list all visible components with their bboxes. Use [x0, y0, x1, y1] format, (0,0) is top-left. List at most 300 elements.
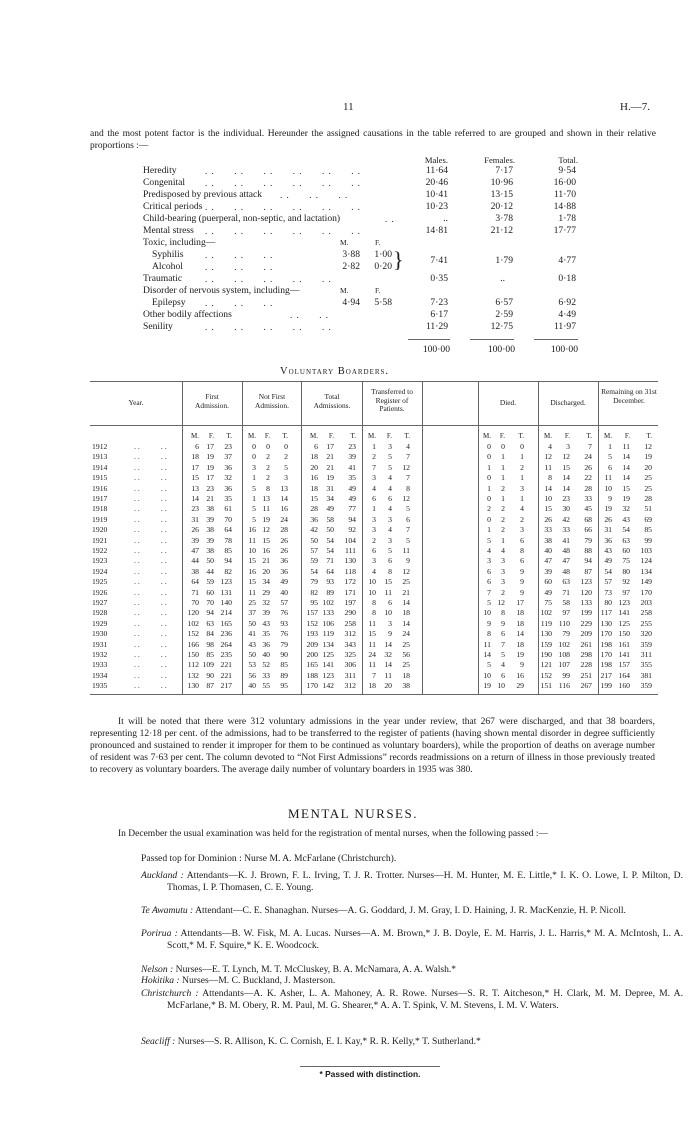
nurses-intro: In December the usual examination was held for the registration of mental nurses, when the following passed :— [118, 829, 549, 839]
cause-label: Congenital [143, 177, 186, 188]
table-cell: 12 [562, 452, 570, 462]
cause-females: 13·15 [490, 189, 513, 200]
table-cell: 24 [402, 629, 410, 639]
cause-leader-dots: . . . . . . . . . . . . [205, 166, 361, 176]
table-cell: 14 [384, 639, 392, 649]
table-cell: 118 [344, 566, 356, 576]
table-cell: 2 [372, 535, 376, 545]
cause-males: 11·64 [425, 165, 448, 176]
table-cell: 54 [310, 566, 318, 576]
table-cell: 6 [520, 535, 524, 545]
table-cell: 0 [487, 473, 491, 483]
year-cell: 1914 [92, 462, 108, 472]
table-cell: 26 [280, 546, 288, 555]
table-cell: 40 [280, 587, 288, 597]
mft-head: T. [518, 432, 524, 440]
table-cell: 18 [516, 608, 524, 618]
table-cell: 7 [406, 473, 410, 483]
sum-rule-total [534, 339, 578, 340]
year-cell: 1921 [92, 535, 108, 545]
table-cell: 102 [187, 618, 199, 628]
nurse-entry-names: Nurses—M. C. Buckland, J. Masterson. [179, 975, 336, 986]
table-cell: 90 [206, 670, 214, 680]
nurse-entry [141, 870, 683, 894]
table-cell: 3 [566, 442, 570, 451]
table-cell: 4 [487, 546, 491, 555]
table-cell: 9 [406, 556, 410, 566]
year-cell: 1930 [92, 629, 108, 639]
table-cell: 3 [388, 442, 392, 451]
table-cell: 87 [584, 566, 592, 576]
table-cell: 32 [622, 504, 630, 514]
table-cell: 142 [322, 681, 334, 691]
epilepsy-label: Epilepsy [152, 297, 186, 308]
table-cell: 3 [520, 483, 524, 493]
year-leader-dots: . . . . [134, 639, 167, 649]
table-cell: 11 [262, 504, 270, 514]
table-cell: 2 [266, 473, 270, 483]
table-cell: 1 [501, 452, 505, 462]
table-cell: 106 [322, 618, 334, 628]
table-cell: 1 [487, 525, 491, 535]
nurse-entry-names: Attendant—C. E. Shanaghan. Nurses—A. G. Goddard, J. M. Gray, I. D. Haining, J. R. MacKenzie, H. P. Nicoll. [193, 905, 626, 916]
table-cell: 124 [640, 556, 652, 566]
table-cell: 14 [280, 494, 288, 503]
table-cell: 93 [280, 618, 288, 628]
table-cell: 38 [402, 681, 410, 691]
head-year: Year. [128, 398, 144, 407]
table-cell: 14 [622, 473, 630, 483]
table-cell: 36 [310, 514, 318, 524]
cause-leader-dots: . . . . . . [280, 190, 349, 200]
table-cell: 61 [224, 504, 232, 514]
nervous-total: 6·92 [558, 297, 576, 308]
table-cell: 11 [483, 639, 491, 649]
table-cell: 4 [388, 525, 392, 535]
table-cell: 12 [402, 462, 410, 472]
table-top-rule [90, 381, 658, 382]
table-cell: 41 [562, 535, 570, 545]
mft-head: M. [544, 432, 552, 440]
table-cell: 2 [501, 504, 505, 514]
toxic-f-head: F. [375, 238, 381, 247]
table-cell: 199 [580, 608, 592, 618]
nurse-entry-place: Porirua : [141, 928, 178, 939]
table-cell: 325 [344, 650, 356, 659]
nervous-m-head: M. [340, 286, 349, 295]
year-leader-dots: . . . . [134, 650, 167, 659]
table-cell: 1 [487, 483, 491, 493]
table-cell: 10 [368, 577, 376, 587]
table-cell: 149 [640, 577, 652, 587]
col-header-males: Males. [424, 155, 448, 165]
nervous-f-head: F. [375, 286, 381, 295]
table-cell: 14 [402, 618, 410, 628]
mft-head: F. [564, 432, 570, 440]
cause-label: Critical periods [143, 201, 203, 212]
table-cell: 171 [344, 587, 356, 597]
year-cell: 1928 [92, 608, 108, 618]
table-cell: 58 [326, 514, 334, 524]
table-cell: 4 [520, 504, 524, 514]
table-cell: 42 [310, 525, 318, 535]
table-cell: 2 [372, 452, 376, 462]
table-cell: 39 [191, 535, 199, 545]
table-cell: 131 [220, 587, 232, 597]
table-cell: 251 [580, 670, 592, 680]
table-cell: 9 [520, 587, 524, 597]
table-cell: 109 [202, 660, 214, 670]
table-cell: 8 [372, 598, 376, 607]
table-cell: 71 [326, 556, 334, 566]
table-cell: 2 [501, 525, 505, 535]
table-cell: 10 [483, 608, 491, 618]
table-cell: 85 [224, 546, 232, 555]
table-cell: 188 [306, 670, 318, 680]
table-cell: 16 [310, 473, 318, 483]
table-cell: 70 [206, 598, 214, 607]
table-cell: 14 [562, 473, 570, 483]
table-cell: 39 [544, 566, 552, 576]
cause-females: 10·96 [490, 177, 513, 188]
syphilis-f: 1·00 [374, 249, 392, 260]
table-cell: 14 [483, 650, 491, 659]
table-cell: 7 [372, 670, 376, 680]
table-cell: 2 [266, 462, 270, 472]
table-cell: 43 [604, 546, 612, 555]
table-cell: 5 [487, 535, 491, 545]
table-cell: 92 [348, 525, 356, 535]
table-cell: 132 [187, 670, 199, 680]
table-cell: 31 [191, 514, 199, 524]
table-cell: 55 [262, 681, 270, 691]
table-cell: 107 [558, 660, 570, 670]
table-cell: 130 [540, 629, 552, 639]
nurse-entry-place: Seacliff : [141, 1036, 176, 1047]
table-cell: 99 [644, 535, 652, 545]
other-females: 2·59 [495, 309, 513, 320]
nurse-entry-place: Christchurch : [141, 988, 199, 999]
table-cell: 229 [580, 618, 592, 628]
table-cell: 117 [600, 608, 612, 618]
year-leader-dots: . . . . [134, 660, 167, 670]
year-cell: 1913 [92, 452, 108, 462]
table-cell: 97 [562, 608, 570, 618]
table-cell: 9 [487, 618, 491, 628]
table-cell: 150 [618, 629, 630, 639]
table-cell: 38 [206, 546, 214, 555]
table-cell: 5 [252, 483, 256, 493]
table-cell: 28 [644, 494, 652, 503]
table-cell: 35 [224, 494, 232, 503]
table-cell: 198 [600, 660, 612, 670]
table-cell: 39 [348, 452, 356, 462]
table-cell: 19 [262, 514, 270, 524]
table-cell: 15 [248, 556, 256, 566]
head-remaining: Remaining on 31st December. [601, 387, 657, 405]
table-cell: 104 [344, 535, 356, 545]
table-cell: 7 [406, 525, 410, 535]
senility-total: 11·97 [553, 321, 576, 332]
table-cell: 95 [280, 681, 288, 691]
table-cell: 57 [604, 577, 612, 587]
year-cell: 1929 [92, 618, 108, 628]
table-cell: 2 [501, 514, 505, 524]
cause-label: Heredity [143, 165, 177, 176]
table-cell: 12 [262, 525, 270, 535]
table-cell: 40 [262, 650, 270, 659]
table-cell: 3 [487, 556, 491, 566]
table-cell: 23 [191, 504, 199, 514]
brace: } [393, 247, 404, 272]
table-cell: 54 [604, 566, 612, 576]
table-cell: 32 [224, 473, 232, 483]
col-header-total: Total. [558, 155, 578, 165]
table-cell: 264 [220, 639, 232, 649]
table-cell: 26 [544, 514, 552, 524]
table-cell: 88 [584, 546, 592, 555]
table-cell: 44 [191, 556, 199, 566]
table-cell: 1 [501, 535, 505, 545]
table-cell: 66 [584, 525, 592, 535]
table-cell: 198 [600, 639, 612, 649]
year-cell: 1923 [92, 556, 108, 566]
table-cell: 34 [262, 577, 270, 587]
table-cell: 56 [248, 670, 256, 680]
totals-total: 100·00 [550, 344, 578, 355]
table-cell: 221 [220, 660, 232, 670]
table-cell: 15 [544, 504, 552, 514]
table-cell: 102 [540, 608, 552, 618]
table-cell: 3 [501, 566, 505, 576]
table-cell: 190 [540, 650, 552, 659]
table-cell: 290 [344, 608, 356, 618]
table-cell: 0 [520, 442, 524, 451]
table-cell: 14 [622, 462, 630, 472]
table-cell: 11 [384, 587, 392, 597]
table-cell: 40 [248, 681, 256, 691]
table-cell: 19 [326, 473, 334, 483]
table-cell: 311 [344, 670, 356, 680]
table-cell: 1 [252, 494, 256, 503]
table-cell: 35 [348, 473, 356, 483]
table-cell: 90 [280, 650, 288, 659]
mft-head: T. [282, 432, 288, 440]
table-cell: 9 [608, 494, 612, 503]
cause-label: Child-bearing (puerperal, non-septic, and lactation) [143, 213, 341, 224]
table-cell: 64 [191, 577, 199, 587]
table-cell: 4 [372, 483, 376, 493]
year-leader-dots: . . . . [134, 473, 167, 483]
table-cell: 33 [544, 525, 552, 535]
year-leader-dots: . . . . [134, 598, 167, 607]
table-cell: 12 [544, 452, 552, 462]
table-cell: 133 [580, 598, 592, 607]
table-cell: 52 [262, 660, 270, 670]
table-cell: 48 [562, 546, 570, 555]
table-cell: 125 [618, 618, 630, 628]
table-cell: 312 [344, 681, 356, 691]
table-cell: 11 [368, 660, 376, 670]
table-cell: 19 [483, 681, 491, 691]
table-cell: 0 [266, 442, 270, 451]
table-cell: 108 [558, 650, 570, 659]
nurse-entry [141, 1036, 683, 1048]
table-cell: 49 [280, 577, 288, 587]
table-cell: 141 [618, 650, 630, 659]
table-cell: 94 [348, 514, 356, 524]
table-cell: 16 [516, 670, 524, 680]
table-cell: 2 [501, 483, 505, 493]
table-cell: 102 [558, 639, 570, 649]
table-cell: 6 [388, 598, 392, 607]
table-cell: 39 [262, 608, 270, 618]
table-cell: 11 [368, 639, 376, 649]
year-leader-dots: . . . . [134, 587, 167, 597]
table-cell: 123 [322, 670, 334, 680]
year-leader-dots: . . . . [134, 546, 167, 555]
table-cell: 0 [252, 442, 256, 451]
table-cell: 6 [520, 556, 524, 566]
table-cell: 116 [558, 681, 570, 691]
table-cell: 47 [191, 546, 199, 555]
table-cell: 28 [584, 483, 592, 493]
table-cell: 164 [618, 670, 630, 680]
year-leader-dots: . . . . [134, 514, 167, 524]
table-cell: 8 [501, 608, 505, 618]
toxic-females: 1·79 [495, 255, 513, 266]
table-cell: 63 [562, 577, 570, 587]
table-cell: 152 [187, 629, 199, 639]
nurse-entry-names: Nurses—E. T. Lynch, M. T. McCluskey, B. A. McNamara, A. A. Walsh.* [173, 964, 457, 975]
table-cell: 214 [220, 608, 232, 618]
table-cell: 15 [262, 535, 270, 545]
cause-males: 10·41 [425, 189, 448, 200]
table-cell: 25 [644, 473, 652, 483]
table-cell: 31 [604, 525, 612, 535]
table-cell: 26 [280, 535, 288, 545]
table-cell: 36 [224, 483, 232, 493]
table-cell: 12 [644, 442, 652, 451]
table-cell: 7 [588, 442, 592, 451]
nurse-entry-place: Te Awamutu : [141, 905, 194, 916]
table-cell: 355 [640, 660, 652, 670]
table-cell: 166 [187, 639, 199, 649]
table-cell: 28 [310, 504, 318, 514]
table-cell: 20 [384, 681, 392, 691]
table-cell: 21 [402, 587, 410, 597]
table-cell: 11 [604, 473, 612, 483]
table-cell: 134 [322, 639, 334, 649]
table-cell: 25 [248, 598, 256, 607]
table-cell: 2 [520, 462, 524, 472]
table-cell: 10 [604, 483, 612, 493]
traumatic-females: .. [500, 273, 505, 284]
table-cell: 5 [406, 504, 410, 514]
table-cell: 157 [306, 608, 318, 618]
table-cell: 36 [262, 639, 270, 649]
table-cell: 343 [344, 639, 356, 649]
table-cell: 203 [640, 598, 652, 607]
table-cell: 24 [368, 650, 376, 659]
table-cell: 92 [622, 577, 630, 587]
table-cell: 193 [306, 629, 318, 639]
nurse-entry [141, 905, 683, 917]
table-cell: 6 [608, 462, 612, 472]
table-cell: 45 [584, 504, 592, 514]
table-cell: 14 [402, 598, 410, 607]
table-cell: 85 [280, 660, 288, 670]
year-cell: 1933 [92, 660, 108, 670]
table-cell: 79 [562, 629, 570, 639]
cause-leader-dots: . . . . . . . . . . . . [205, 202, 361, 212]
table-cell: 8 [388, 566, 392, 576]
table-cell: 5 [487, 660, 491, 670]
table-cell: 157 [618, 660, 630, 670]
table-cell: 29 [262, 587, 270, 597]
table-cell: 130 [600, 618, 612, 628]
table-cell: 197 [344, 598, 356, 607]
syphilis-label: Syphilis [152, 249, 184, 260]
footnote-rule [300, 1066, 440, 1067]
totals-females: 100·00 [487, 344, 515, 355]
table-cell: 3 [388, 618, 392, 628]
col-header-females: Females. [484, 155, 515, 165]
table-cell: 6 [372, 546, 376, 555]
table-cell: 40 [544, 546, 552, 555]
table-cell: 50 [248, 650, 256, 659]
table-cell: 10 [368, 587, 376, 597]
table-cell: 1 [608, 442, 612, 451]
table-cell: 11 [384, 670, 392, 680]
table-cell: 4 [388, 504, 392, 514]
table-cell: 16 [280, 504, 288, 514]
table-cell: 11 [248, 535, 256, 545]
table-cell: 5 [608, 452, 612, 462]
table-cell: 120 [187, 608, 199, 618]
alcohol-f: 0·20 [374, 261, 392, 272]
table-cell: 20 [262, 566, 270, 576]
table-cell: 3 [252, 462, 256, 472]
nervous-label: Disorder of nervous system, including— [143, 285, 300, 296]
nurse-entry-names: Attendants—A. K. Asher, L. A. Mahoney, A. R. Rowe. Nurses—S. R. T. Aitcheson,* H. Clark, M. M. Depree, M. A. McFarlane,* B. M. Obery, R. M. Paul, M. G. Shearer,* A. A. T. Spink, V. M. Stevens, I. M. V. Waters. [167, 988, 684, 1011]
year-cell: 1918 [92, 504, 108, 514]
table-cell: 39 [206, 535, 214, 545]
table-cell: 152 [306, 618, 318, 628]
table-cell: 11 [622, 442, 630, 451]
table-cell: 43 [248, 639, 256, 649]
table-cell: 3 [520, 525, 524, 535]
table-head-rule [90, 425, 658, 426]
table-cell: 1 [501, 462, 505, 472]
table-cell: 7 [487, 587, 491, 597]
page-number: 11 [343, 101, 354, 113]
table-cell: 4 [406, 442, 410, 451]
nurses-title: MENTAL NURSES. [288, 806, 418, 821]
table-cell: 73 [604, 587, 612, 597]
table-cell: 71 [191, 587, 199, 597]
table-cell: 99 [562, 670, 570, 680]
table-cell: 18 [402, 670, 410, 680]
table-cell: 161 [618, 639, 630, 649]
table-cell: 5 [252, 514, 256, 524]
table-cell: 89 [326, 587, 334, 597]
mft-head: F. [386, 432, 392, 440]
footnote: * Passed with distinction. [319, 1069, 421, 1079]
table-cell: 258 [640, 608, 652, 618]
table-cell: 151 [540, 681, 552, 691]
table-cell: 209 [580, 629, 592, 639]
